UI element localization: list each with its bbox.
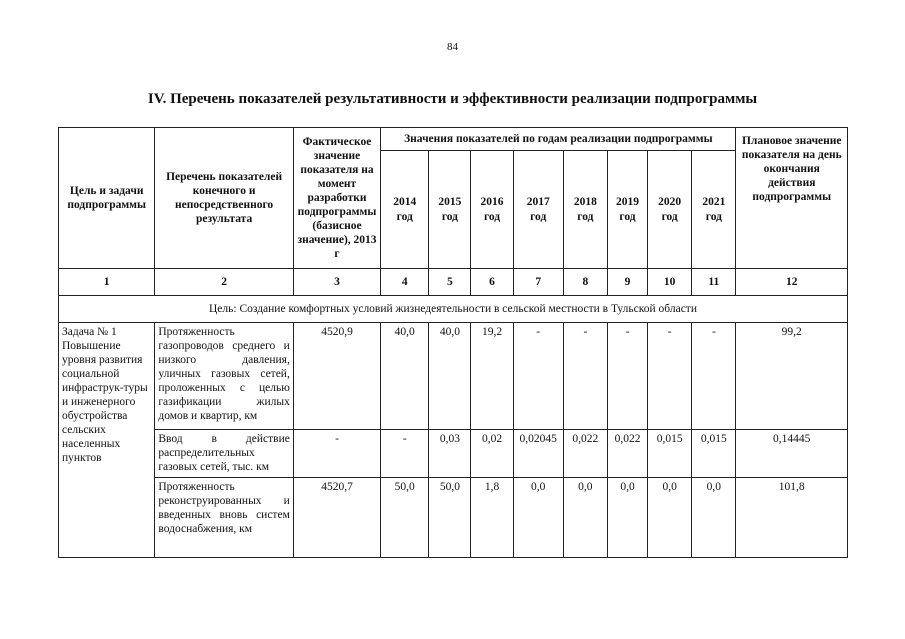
year-suffix: год	[530, 210, 547, 223]
header-row-1	[59, 128, 848, 151]
year-value: -	[607, 323, 647, 430]
table-row	[59, 323, 848, 430]
header-year-2018	[563, 151, 607, 269]
year-suffix: год	[705, 210, 722, 223]
header-indicator-list: Перечень показателей конечного и непосредственного результата	[155, 128, 294, 269]
year-suffix: год	[661, 210, 678, 223]
year-value: 0,022	[563, 430, 607, 478]
section-title: IV. Перечень показателей результативности и эффективности реализации подпрограммы	[147, 91, 758, 107]
base-value: 4520,7	[293, 478, 380, 558]
table-row	[59, 478, 848, 558]
year-suffix: год	[396, 210, 413, 223]
header-year-2021	[692, 151, 736, 269]
indicator-name: Протяженность реконструированных и введенных вновь систем водоснабжения, км	[155, 478, 294, 558]
year-label: 2021	[702, 196, 726, 209]
column-number: 4	[381, 269, 429, 296]
header-year-2016	[471, 151, 513, 269]
year-value: 0,03	[429, 430, 471, 478]
column-number: 3	[293, 269, 380, 296]
year-value: 0,022	[607, 430, 647, 478]
year-value: 0,0	[563, 478, 607, 558]
year-value: 0,015	[692, 430, 736, 478]
page-number: 84	[447, 41, 458, 53]
header-values-by-year: Значения показателей по годам реализации подпрограммы	[381, 128, 736, 151]
year-label: 2014	[393, 196, 417, 209]
header-actual-value: Фактическое значение показателя на момент разработки подпрограммы (базисное значение), 2013 г	[293, 128, 380, 269]
year-label: 2016	[480, 196, 504, 209]
year-value: 0,0	[648, 478, 692, 558]
header-goal-tasks: Цель и задачи подпрограммы	[59, 128, 155, 269]
year-suffix: год	[441, 210, 458, 223]
column-number: 5	[429, 269, 471, 296]
task-cell: Задача № 1 Повышение уровня развития социальной инфраструк-туры и инженерного обустройства сельских населенных пунктов	[59, 323, 155, 558]
header-year-2015	[429, 151, 471, 269]
year-value: 0,0	[692, 478, 736, 558]
year-value: 0,02045	[513, 430, 563, 478]
year-value: 0,02	[471, 430, 513, 478]
year-label: 2020	[658, 196, 682, 209]
year-value: -	[563, 323, 607, 430]
indicator-name: Протяженность газопроводов среднего и низкого давления, уличных газовых сетей, проложенных с целью газификации жилых домов и квартир, км	[155, 323, 294, 430]
year-value: 50,0	[381, 478, 429, 558]
year-value: 1,8	[471, 478, 513, 558]
base-value: 4520,9	[293, 323, 380, 430]
year-label: 2019	[616, 196, 639, 209]
header-year-2019	[607, 151, 647, 269]
column-number: 9	[607, 269, 647, 296]
column-number: 12	[736, 269, 848, 296]
year-label: 2015	[438, 196, 462, 209]
header-year-2017	[513, 151, 563, 269]
column-number: 7	[513, 269, 563, 296]
column-number: 10	[648, 269, 692, 296]
goal-text: Цель: Создание комфортных условий жизнедеятельности в сельской местности в Тульской области	[59, 296, 848, 323]
plan-value: 0,14445	[736, 430, 848, 478]
year-value: 50,0	[429, 478, 471, 558]
plan-value: 101,8	[736, 478, 848, 558]
base-value: -	[293, 430, 380, 478]
indicators-table	[58, 127, 848, 558]
year-label: 2017	[526, 196, 550, 209]
year-value: 19,2	[471, 323, 513, 430]
year-value: 0,015	[648, 430, 692, 478]
column-number: 8	[563, 269, 607, 296]
column-number: 11	[692, 269, 736, 296]
column-number: 1	[59, 269, 155, 296]
year-value: 40,0	[381, 323, 429, 430]
indicator-name: Ввод в действие распределительных газовых сетей, тыс. км	[155, 430, 294, 478]
column-number: 2	[155, 269, 294, 296]
year-suffix: год	[619, 210, 636, 223]
year-value: -	[648, 323, 692, 430]
header-year-2020	[648, 151, 692, 269]
year-value: -	[513, 323, 563, 430]
column-number-row	[59, 269, 848, 296]
year-suffix: год	[577, 210, 594, 223]
year-value: 0,0	[513, 478, 563, 558]
year-label: 2018	[573, 196, 597, 209]
column-number: 6	[471, 269, 513, 296]
header-year-2014	[381, 151, 429, 269]
year-value: -	[381, 430, 429, 478]
plan-value: 99,2	[736, 323, 848, 430]
table-row	[59, 430, 848, 478]
year-suffix: год	[483, 210, 501, 223]
goal-row	[59, 296, 848, 323]
year-value: 40,0	[429, 323, 471, 430]
header-planned-value: Плановое значение показателя на день окончания действия подпрограммы	[736, 128, 848, 269]
year-value: -	[692, 323, 736, 430]
year-value: 0,0	[607, 478, 647, 558]
